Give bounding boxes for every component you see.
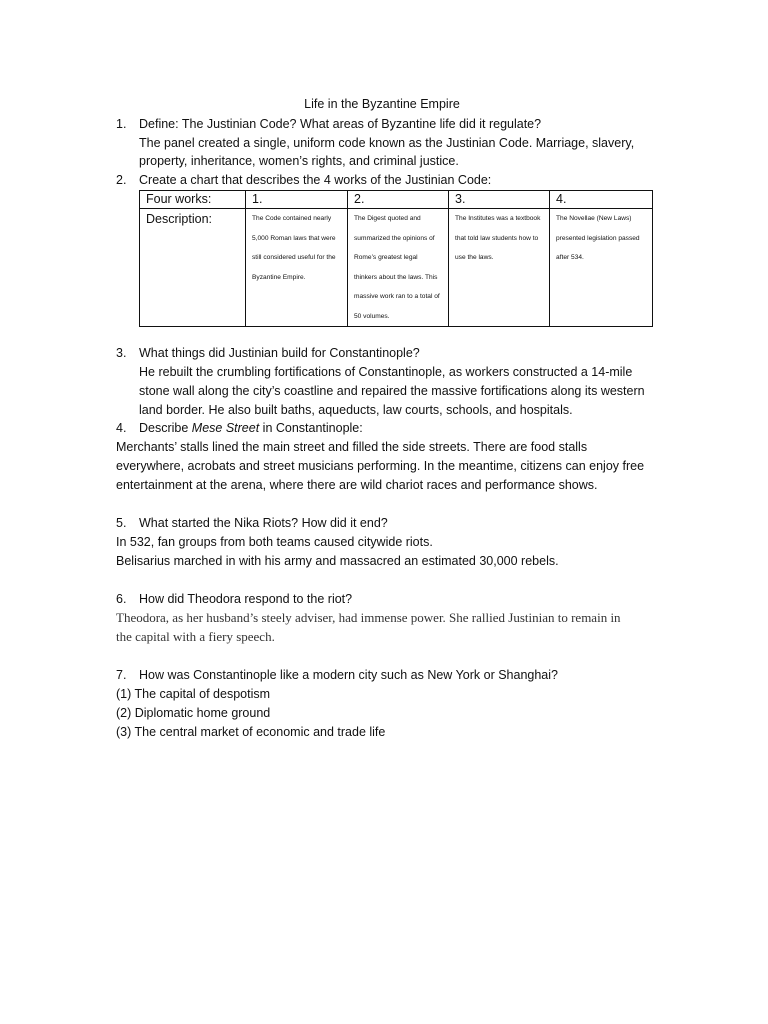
q6-answer-line: Theodora, as her husband’s steely adviser, had immense power. She rallied Justinian to remain in	[116, 610, 621, 625]
q5-number: 5.	[116, 516, 127, 530]
q3-answer-line: land border. He also built baths, aqueducts, law courts, schools, and hospitals.	[139, 403, 573, 417]
q4-question: Describe Mese Street in Constantinople:	[139, 421, 363, 435]
q4-answer-line: entertainment at the arena, where there are wild chariot races and performance shows.	[116, 478, 598, 492]
q4-answer-line: Merchants’ stalls lined the main street and filled the side streets. There are food stalls	[116, 440, 588, 454]
q1-answer-line: The panel created a single, uniform code known as the Justinian Code. Marriage, slavery,	[139, 136, 635, 150]
table-header-cell: 3.	[449, 191, 550, 209]
q6-answer-line: the capital with a fiery speech.	[116, 629, 275, 644]
q1-answer-line: property, inheritance, women’s rights, and criminal justice.	[139, 154, 459, 168]
table-header-cell: 4.	[550, 191, 653, 209]
q7-answer-item: (1) The capital of despotism	[116, 687, 271, 701]
q6-question: How did Theodora respond to the riot?	[139, 592, 353, 606]
q6-number: 6.	[116, 592, 127, 606]
q7-answer-item: (2) Diplomatic home ground	[116, 706, 271, 720]
table-header-cell: 2.	[348, 191, 449, 209]
q5-answer-line: Belisarius marched in with his army and massacred an estimated 30,000 rebels.	[116, 554, 559, 568]
q3-number: 3.	[116, 346, 127, 360]
q7-question: How was Constantinople like a modern city such as New York or Shanghai?	[139, 668, 558, 682]
q7-answer-item: (3) The central market of economic and trade life	[116, 725, 386, 739]
table-header-cell: 1.	[246, 191, 348, 209]
q1-question: Define: The Justinian Code? What areas of Byzantine life did it regulate?	[139, 117, 542, 131]
q5-question: What started the Nika Riots? How did it end?	[139, 516, 388, 530]
q1-number: 1.	[116, 117, 127, 131]
table-cell-description: The Novellae (New Laws) presented legislation passed after 534.	[550, 209, 653, 327]
table-cell-description: The Digest quoted and summarized the opinions of Rome’s greatest legal thinkers about the laws. This massive work ran to a total of 50 volumes.	[348, 209, 449, 327]
justinian-works-table	[139, 190, 653, 327]
q3-answer-line: stone wall along the city’s coastline and repaired the massive fortifications along its western	[139, 384, 645, 398]
table-cell-description: The Code contained nearly 5,000 Roman laws that were still considered useful for the Byzantine Empire.	[246, 209, 348, 327]
q3-answer-line: He rebuilt the crumbling fortifications of Constantinople, as workers constructed a 14-mile	[139, 365, 633, 379]
table-header-row	[140, 191, 653, 209]
q4-answer-line: everywhere, acrobats and street musicians performing. In the meantime, citizens can enjoy free	[116, 459, 645, 473]
table-cell-description: The Institutes was a textbook that told law students how to use the laws.	[449, 209, 550, 327]
q5-answer-line: In 532, fan groups from both teams caused citywide riots.	[116, 535, 433, 549]
q7-number: 7.	[116, 668, 127, 682]
table-description-row	[140, 209, 653, 327]
table-header-label: Four works:	[140, 191, 246, 209]
document-title: Life in the Byzantine Empire	[304, 97, 460, 111]
q4-number: 4.	[116, 421, 127, 435]
table-row-label: Description:	[140, 209, 246, 327]
q2-question: Create a chart that describes the 4 works of the Justinian Code:	[139, 173, 492, 187]
q3-question: What things did Justinian build for Constantinople?	[139, 346, 420, 360]
q2-number: 2.	[116, 173, 127, 187]
